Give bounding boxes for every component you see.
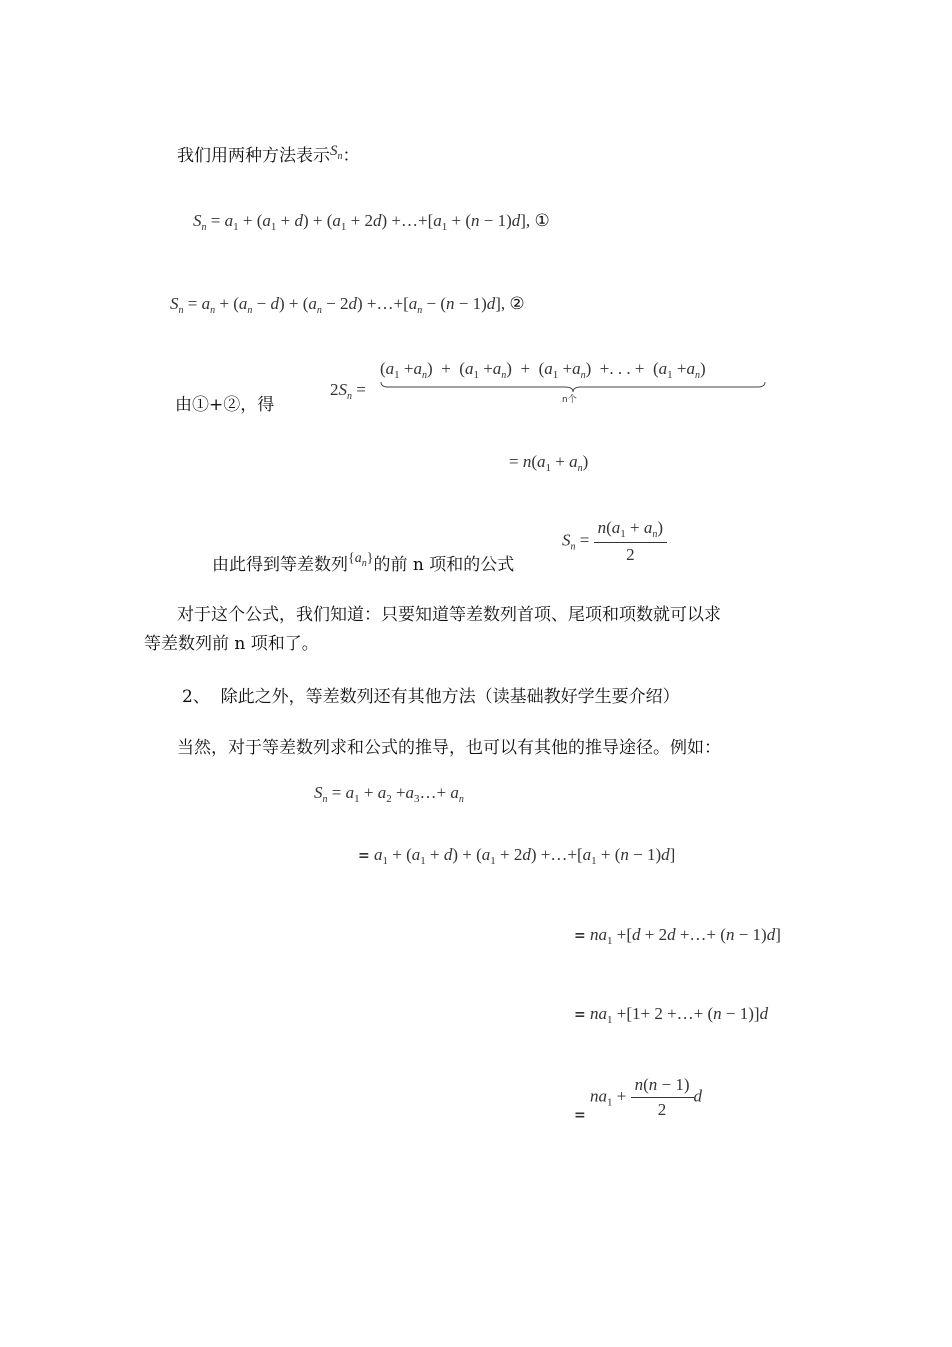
result-text-after: 的前 n 项和的公式 [373,555,515,575]
paragraph-1-line-1: 对于这个公式，我们知道：只要知道等差数列首项、尾项和项数就可以求 [177,605,721,625]
section-2-title: 除此之外，等差数列还有其他方法（读基础教好学生要介绍） [220,687,680,707]
underbrace-label: n个 [562,395,577,405]
derivation-line-2: = $a_1 + (a_1 + d) + (a_1 + 2d)$ $+\dots+[a_1 + (n - 1)d]$ [358,845,676,867]
section-2-number: 2、 [182,687,210,707]
intro-text: 我们用两种方法表示 [177,146,330,166]
eq-sign-3: = [574,928,586,944]
two-sn: $2S_n$ = [330,380,366,402]
eq-sign-4: = [574,1007,586,1023]
derivation-line-3: = $na_1 +[d + 2d$ +…+ (n − 1)d] [574,925,781,947]
equation-2-marker: ② [509,294,525,314]
intro-line [177,141,360,166]
sn-symbol: $S_n$ [330,143,343,162]
equation-2: $S_n = a_n + (a_n - d) + (a_n - 2d)$ $+\dots+[a_n - (n - 1)d]$, ② [170,294,525,316]
sum-formula: $S_n$ = $\frac{n(a_1 + a_n)}{2}$ [562,518,667,565]
sum-of-pairs: $(a_1 +a_n) + (a_1 +a_n) + (a_1 +a_n)$ +. . . + $(a_1 +a_n)$ [380,359,706,381]
step-sum-text: 由①+②，得 [175,395,275,415]
eq-sign-5: = [574,1107,586,1124]
intro-colon: ： [342,146,360,166]
an-sequence-symbol: {an} [348,551,374,569]
sum-result-line: = $n(a_1 + a_n)$ [509,452,589,474]
paragraph-2: 当然，对于等差数列求和公式的推导，也可以有其他的推导途径。例如： [177,738,721,758]
paragraph-1-line-2: 等差数列前 n 项和了。 [144,634,319,654]
result-line [212,550,514,575]
equation-1: $S_n = a_1 + (a_1 + d) + (a_1 + 2d)$ $+\dots+[a_1 + (n - 1)d]$, ① [193,211,550,233]
eq-sign-2: = [358,848,370,864]
derivation-line-5: $_=$ $na_1$ + $\frac{n(n - 1)}{2}$ d [574,1075,702,1124]
derivation-line-1: $S_n = a_1 + a_2$ $+a_3\dots+ a_n$ [314,783,464,805]
equation-1-marker: ① [534,211,550,231]
derivation-line-4: = $na_1 +[1+ 2$ +…+ (n − 1)]d [574,1004,769,1026]
result-text-before: 由此得到等差数列 [212,555,348,575]
section-2-heading [182,682,680,707]
